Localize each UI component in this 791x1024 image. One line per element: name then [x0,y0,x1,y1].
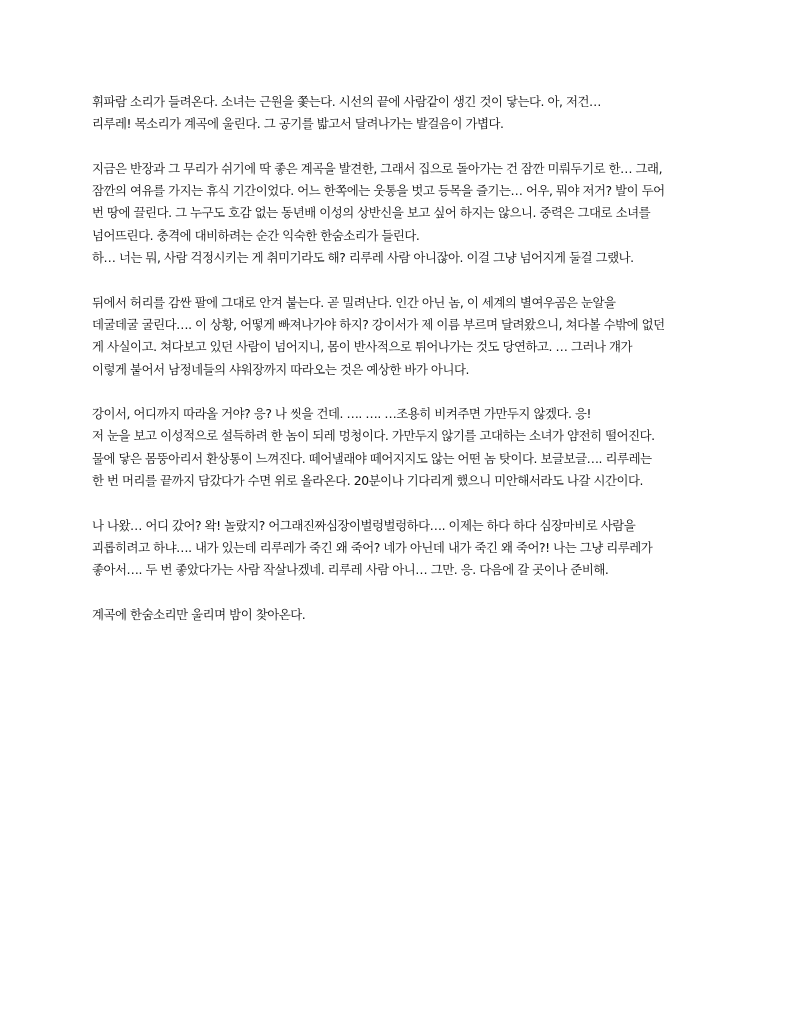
text-line: 나 나왔… 어디 갔어? 왁! 놀랐지? 어그래진짜심장이벌렁벌렁하다…. 이제는 하다 하다 심장마비로 사람을 [92,517,636,533]
paragraph-gap [92,136,712,158]
paragraph-2 [92,158,712,269]
text-line: 번 땅에 끌린다. 그 누구도 호감 없는 동년배 이성의 상반신을 보고 싶어 하지는 않으니. 중력은 그대로 소녀를 [92,205,651,221]
paragraph-gap [92,582,712,604]
text-line: 강이서, 어디까지 따라올 거야? 응? 나 씻을 건데. …. …. …조용히 비켜주면 가만두지 않겠다. 응! [92,406,592,422]
text-line: 물에 닿은 몸뚱아리서 환상통이 느껴진다. 떼어낼래야 떼어지지도 않는 어떤 놈 탓이다. 보글보글…. 리루레는 [92,450,652,466]
text-line: 이렇게 붙어서 남정네들의 샤워장까지 따라오는 것은 예상한 바가 아니다. [92,361,469,377]
text-line: 하… 너는 뭐, 사람 걱정시키는 게 취미기라도 해? 리루레 사람 아니잖아. 이걸 그냥 넘어지게 둘걸 그랬나. [92,250,634,266]
text-line: 괴롭히려고 하냐…. 내가 있는데 리루레가 죽긴 왜 죽어? 네가 아닌데 내가 죽긴 왜 죽어?! 나는 그냥 리루레가 [92,539,653,555]
text-line: 게 사실이고. 쳐다보고 있던 사람이 넘어지니, 몸이 반사적으로 튀어나가는 것도 당연하고. … 그러나 걔가 [92,339,633,355]
paragraph-1 [92,91,712,136]
story-text [92,91,712,626]
text-line: 계곡에 한숨소리만 울리며 밤이 찾아온다. [92,606,306,622]
text-line: 지금은 반장과 그 무리가 쉬기에 딱 좋은 계곡을 발견한, 그래서 집으로 돌아가는 건 잠깐 미뤄두기로 한… 그래, [92,160,663,176]
text-line: 넘어뜨린다. 충격에 대비하려는 순간 익숙한 한숨소리가 들린다. [92,227,420,243]
text-line: 리루레! 목소리가 계곡에 울린다. 그 공기를 밟고서 달려나가는 발걸음이 가볍다. [92,116,504,132]
paragraph-3 [92,292,712,381]
text-line: 저 눈을 보고 이성적으로 설득하려 한 놈이 되레 멍청이다. 가만두지 않기를 고대하는 소녀가 얌전히 떨어진다. [92,428,655,444]
text-line: 잠깐의 여유를 가지는 휴식 기간이었다. 어느 한쪽에는 웃통을 벗고 등목을 즐기는… 어우, 뭐야 저거? 발이 두어 [92,183,665,199]
text-line: 데굴데굴 굴린다…. 이 상황, 어떻게 빠져나가야 하지? 강이서가 제 이름 부르며 달려왔으니, 쳐다볼 수밖에 없던 [92,316,665,332]
text-line: 뒤에서 허리를 감싼 팔에 그대로 안겨 붙는다. 곧 밀려난다. 인간 아닌 놈, 이 세계의 별여우곰은 눈알을 [92,294,616,310]
paragraph-gap [92,381,712,403]
paragraph-4 [92,403,712,492]
text-line: 휘파람 소리가 들려온다. 소녀는 근원을 쫓는다. 시선의 끝에 사람같이 생긴 것이 닿는다. 아, 저건… [92,94,601,109]
paragraph-5 [92,515,712,582]
text-line: 좋아서…. 두 번 좋았다가는 사람 작살나겠네. 리루레 사람 아니… 그만. 응. 다음에 갈 곳이나 준비해. [92,562,609,578]
paragraph-gap [92,492,712,514]
text-line: 한 번 머리를 끝까지 담갔다가 수면 위로 올라온다. 20분이나 기다리게 했으니 미안해서라도 나갈 시간이다. [92,473,644,489]
paragraph-6 [92,604,712,626]
paragraph-gap [92,269,712,291]
